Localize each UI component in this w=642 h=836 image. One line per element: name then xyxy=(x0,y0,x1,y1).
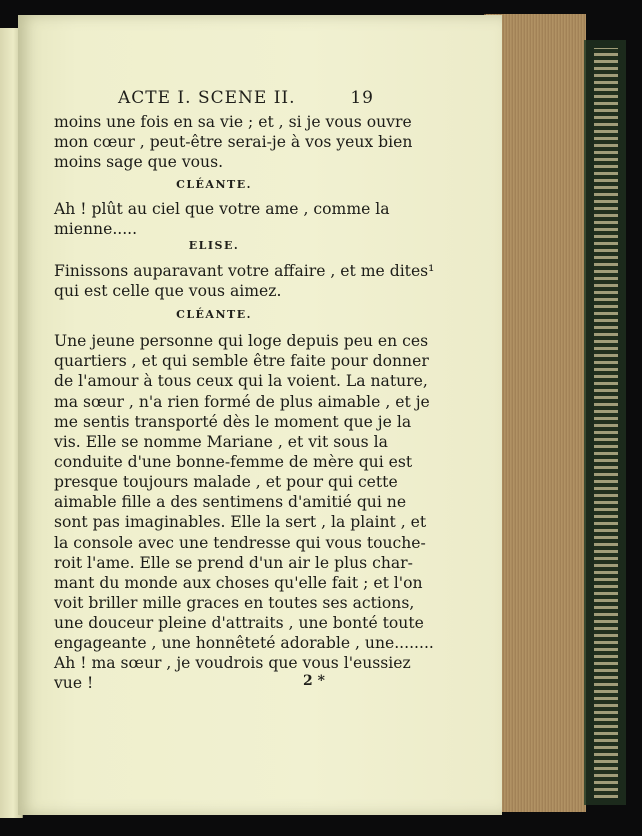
text-line: conduite d'une bonne-femme de mère qui est xyxy=(54,453,413,471)
text-line: sont pas imaginables. Elle la sert , la plaint , et xyxy=(54,513,427,531)
signature-mark: 2 * xyxy=(303,673,325,689)
text-line: roit l'ame. Elle se prend d'un air le plus char- xyxy=(54,554,413,572)
text-line: une douceur pleine d'attraits , une bonté toute xyxy=(54,614,424,632)
text-line: moins sage que vous. xyxy=(54,153,224,171)
cover-ornament-border xyxy=(594,48,618,798)
text-line: Une jeune personne qui loge depuis peu en ces xyxy=(54,332,429,350)
text-line: de l'amour à tous ceux qui la voient. La nature, xyxy=(54,372,428,390)
running-header xyxy=(118,88,374,110)
text-line: voit briller mille graces en toutes ses actions, xyxy=(54,594,415,612)
speaker-name: ELISE. xyxy=(188,239,240,252)
text-line: qui est celle que vous aimez. xyxy=(54,282,282,300)
text-line: Ah ! ma sœur , je voudrois que vous l'eussiez xyxy=(54,654,411,672)
text-line: quartiers , et qui semble être faite pour donner xyxy=(54,352,429,370)
speaker-name: CLÉANTE. xyxy=(176,308,252,321)
text-line: vue ! xyxy=(54,674,94,692)
text-line: ma sœur , n'a rien formé de plus aimable , et je xyxy=(54,393,430,411)
text-line: Finissons auparavant votre affaire , et me dites¹ xyxy=(54,262,435,280)
text-line: Ah ! plût au ciel que votre ame , comme la xyxy=(54,200,390,218)
text-line: vis. Elle se nomme Mariane , et vit sous la xyxy=(54,433,388,451)
speaker-name: CLÉANTE. xyxy=(176,178,252,191)
text-line: mon cœur , peut-être serai-je à vos yeux bien xyxy=(54,133,413,151)
text-line: moins une fois en sa vie ; et , si je vous ouvre xyxy=(54,113,412,131)
text-line: presque toujours malade , et pour qui cette xyxy=(54,473,398,491)
text-line: mant du monde aux choses qu'elle fait ; et l'on xyxy=(54,574,423,592)
text-line: la console avec une tendresse qui vous touche- xyxy=(54,534,426,552)
text-line: mienne..... xyxy=(54,220,138,238)
text-line: me sentis transporté dès le moment que je la xyxy=(54,413,412,431)
header-title: ACTE I. SCENE II. xyxy=(118,88,296,108)
page-number: 19 xyxy=(350,88,374,108)
text-line: engageante , une honnêteté adorable , une........ xyxy=(54,634,434,652)
text-line: aimable fille a des sentimens d'amitié qui ne xyxy=(54,493,407,511)
